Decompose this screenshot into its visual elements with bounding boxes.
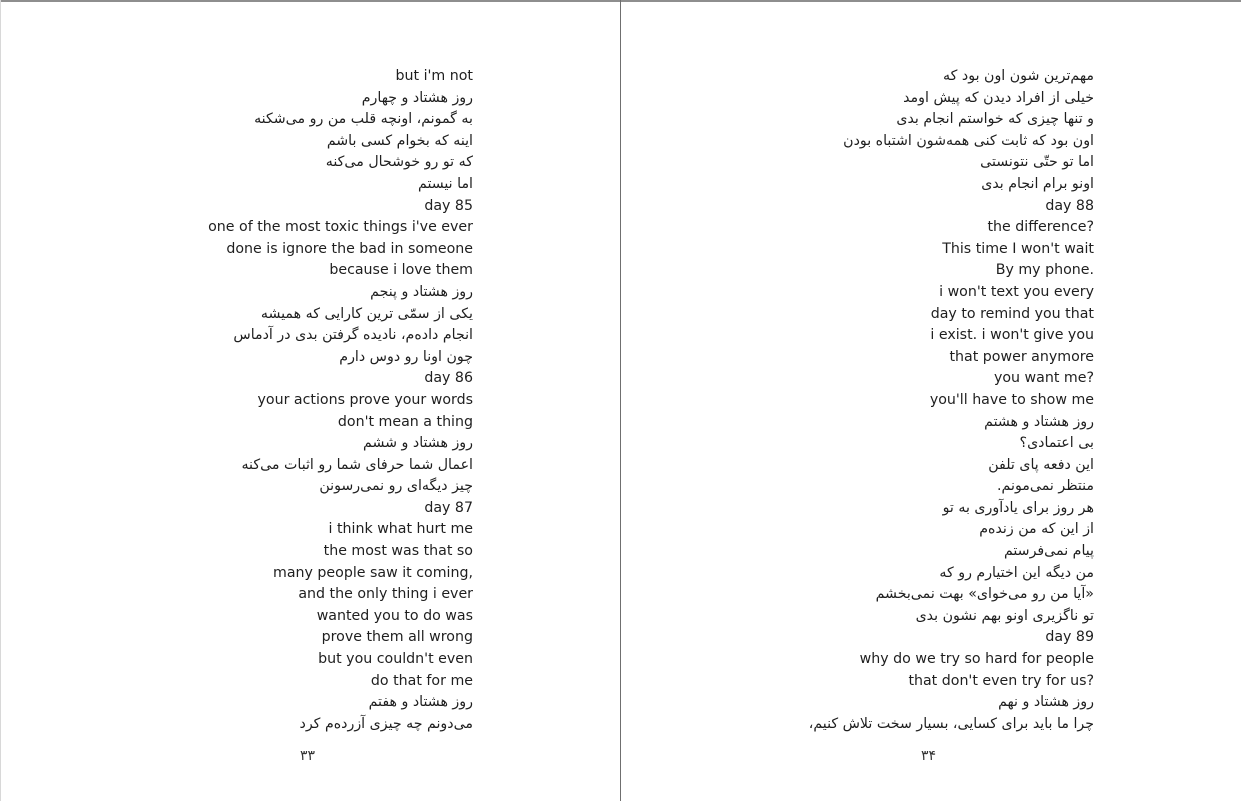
- text-line: منتظر نمی‌مونم.: [997, 478, 1094, 495]
- text-line: اونو برام انجام بدی: [981, 175, 1094, 192]
- text-line: یکی از سمّی ترین کارایی که همیشه: [260, 305, 473, 322]
- text-line: i think what hurt me: [328, 521, 473, 538]
- text-line: پیام نمی‌فرستم: [1003, 543, 1094, 560]
- text-line: اما نیستم: [418, 175, 473, 192]
- text-line: day 89: [1045, 629, 1094, 646]
- text-line: the difference?: [987, 219, 1094, 236]
- text-line: اعمال شما حرفای شما رو اثبات می‌کنه: [241, 456, 473, 473]
- text-line: مهم‌ترین شون اون بود که: [943, 68, 1094, 84]
- text-line: many people saw it coming,: [273, 564, 473, 581]
- text-line: چرا ما باید برای کسایی، بسیار سخت تلاش کنیم،: [808, 715, 1094, 732]
- text-line: and the only thing i ever: [298, 586, 473, 603]
- text-line: من دیگه این اختیارم رو که: [939, 564, 1094, 581]
- text-line: but i'm not: [395, 68, 473, 84]
- right-page: [621, 0, 1241, 801]
- text-line: but you couldn't even: [318, 651, 473, 668]
- text-line: because i love them: [329, 262, 473, 279]
- text-line: that don't even try for us?: [908, 672, 1094, 689]
- text-line: prove them all wrong: [321, 629, 473, 646]
- text-line: do that for me: [370, 672, 473, 689]
- right-page-text: [809, 66, 1094, 735]
- text-line: می‌دونم چه چیزی آزرده‌م کرد: [299, 715, 473, 732]
- text-line: This time I won't wait: [942, 240, 1094, 257]
- text-line: you'll have to show me: [929, 391, 1094, 408]
- text-line: don't mean a thing: [337, 413, 473, 430]
- text-line: day 85: [424, 197, 473, 214]
- text-line: انجام داده‌م، نادیده گرفتن بدی در آدماس: [233, 327, 473, 344]
- text-line: day to remind you that: [930, 305, 1094, 322]
- text-line: i won't text you every: [939, 283, 1094, 300]
- text-line: چون اونا رو دوس دارم: [339, 348, 473, 365]
- text-line: بی اعتمادی؟: [1019, 435, 1094, 452]
- left-page-number: ۳۳: [300, 748, 316, 764]
- text-line: you want me?: [993, 370, 1094, 387]
- text-line: روز هشتاد و هفتم: [368, 694, 473, 711]
- text-line: خیلی از افراد دیدن که پیش اومد: [903, 89, 1094, 106]
- right-page-number: ۳۴: [921, 748, 937, 764]
- text-line: روز هشتاد و پنجم: [370, 283, 473, 300]
- text-line: روز هشتاد و چهارم: [361, 89, 473, 106]
- text-line: به گمونم، اونچه قلب من رو می‌شکنه: [254, 111, 473, 128]
- text-line: روز هشتاد و ششم: [363, 435, 473, 452]
- text-line: one of the most toxic things i've ever: [208, 219, 473, 236]
- text-line: the most was that so: [323, 543, 473, 560]
- text-line: این دفعه پای تلفن: [988, 456, 1094, 473]
- text-line: تو ناگزیری اونو بهم نشون بدی: [915, 607, 1094, 624]
- text-line: your actions prove your words: [257, 391, 473, 408]
- text-line: wanted you to do was: [316, 607, 473, 624]
- text-line: که تو رو خوشحال می‌کنه: [325, 154, 473, 171]
- left-page: [0, 0, 620, 801]
- text-line: day 86: [424, 370, 473, 387]
- text-line: اما تو حتّی نتونستی: [980, 154, 1094, 171]
- text-line: روز هشتاد و هشتم: [984, 413, 1094, 430]
- text-line: روز هشتاد و نهم: [998, 694, 1094, 711]
- text-line: day 87: [424, 499, 473, 516]
- text-line: اون بود که ثابت کنی همه‌شون اشتباه بودن: [843, 132, 1094, 149]
- text-line: «آیا من رو می‌خوای» بهت نمی‌بخشم: [875, 586, 1094, 603]
- text-line: اینه که بخوام کسی باشم: [326, 132, 473, 149]
- text-line: از این که من زنده‌م: [979, 521, 1094, 538]
- text-line: i exist. i won't give you: [930, 327, 1094, 344]
- text-line: و تنها چیزی که خواستم انجام بدی: [896, 111, 1094, 128]
- text-line: that power anymore: [949, 348, 1094, 365]
- text-line: day 88: [1045, 197, 1094, 214]
- text-line: why do we try so hard for people: [859, 651, 1094, 668]
- text-line: done is ignore the bad in someone: [226, 240, 473, 257]
- left-page-text: [208, 66, 473, 735]
- text-line: هر روز برای یادآوری به تو: [942, 499, 1094, 516]
- text-line: By my phone.: [995, 262, 1094, 279]
- text-line: چیز دیگه‌ای رو نمی‌رسونن: [319, 478, 473, 495]
